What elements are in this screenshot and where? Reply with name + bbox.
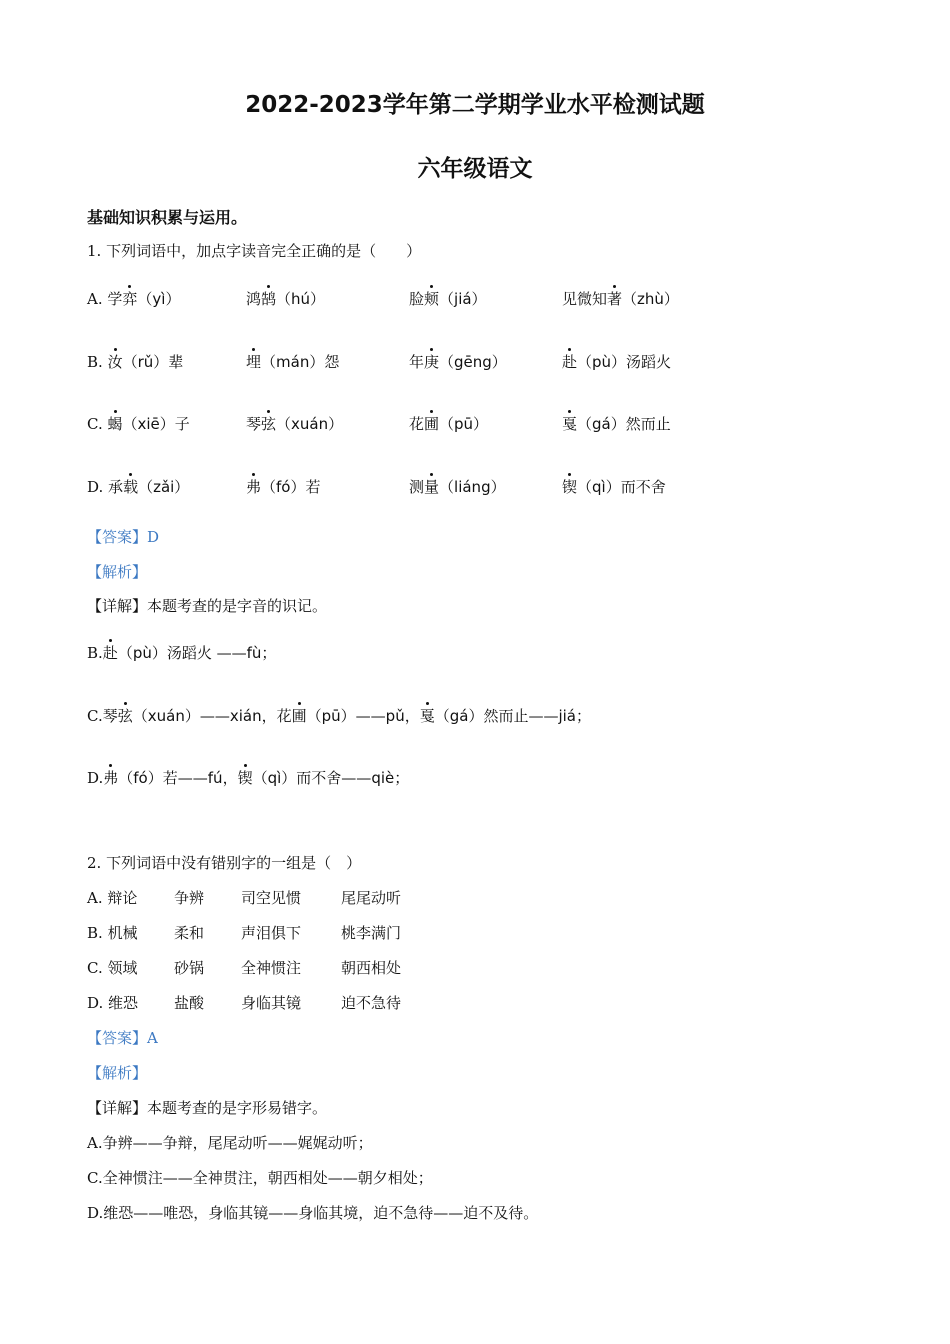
q1-option-d-item-4: 锲（qì）而不舍	[562, 478, 666, 496]
q1-option-c-item-4: 戛（gá）然而止	[562, 415, 671, 433]
q2-option-c-word-4: 朝西相处	[341, 959, 402, 977]
q1-option-d-item-1: D. 承载（zǎi）	[87, 478, 190, 496]
q1-option-c-item-3: 花圃（pū）	[409, 415, 489, 433]
q1-option-d-item-2: 弗（fó）若	[246, 478, 321, 496]
q2-option-d-word-4: 迫不急待	[341, 994, 402, 1012]
q2-detail: 【详解】本题考查的是字形易错字。	[87, 1099, 328, 1117]
q2-option-a-word-3: 司空见惯	[241, 889, 302, 907]
q1-option-b-item-1: B. 汝（rǔ）辈	[87, 353, 184, 371]
q2-explanation-a: A.争辨——争辩，尾尾动听——娓娓动听；	[87, 1134, 373, 1152]
q2-option-a-word-1: A. 辩论	[87, 889, 138, 907]
q1-explanation-b: B.赴（pù）汤蹈火 ——fù；	[87, 644, 277, 662]
q2-option-b-word-1: B. 机械	[87, 924, 138, 942]
document-subtitle: 六年级语文	[417, 156, 533, 182]
q2-option-d-word-2: 盐酸	[174, 994, 205, 1012]
q2-option-a-word-4: 尾尾动听	[341, 889, 402, 907]
q2-option-c-word-1: C. 领域	[87, 959, 138, 977]
q1-option-c-item-2: 琴弦（xuán）	[246, 415, 344, 433]
q2-option-c-word-2: 砂锅	[174, 959, 205, 977]
q2-explanation-d: D.维恐——唯恐，身临其镜——身临其境，迫不急待——迫不及待。	[87, 1204, 539, 1222]
q2-explanation-c: C.全神惯注——全神贯注，朝西相处——朝夕相处；	[87, 1169, 433, 1187]
q2-option-c-word-3: 全神惯注	[241, 959, 302, 977]
q1-detail: 【详解】本题考查的是字音的识记。	[87, 597, 328, 615]
question-1-stem: 1. 下列词语中，加点字读音完全正确的是（ ）	[87, 242, 422, 260]
q2-option-a-word-2: 争辨	[174, 889, 205, 907]
q1-option-c-item-1: C. 蝎（xiē）子	[87, 415, 190, 433]
q1-explanation-c: C.琴弦（xuán）——xián，花圃（pū）——pǔ，戛（gá）然而止——jiá；	[87, 707, 592, 725]
q2-option-d-word-3: 身临其镜	[241, 994, 302, 1012]
q1-option-a-item-4: 见微知著（zhù）	[562, 290, 679, 308]
q1-option-b-item-2: 埋（mán）怨	[246, 353, 340, 371]
q1-option-b-item-3: 年庚（gēng）	[409, 353, 507, 371]
q1-option-b-item-4: 赴（pù）汤蹈火	[562, 353, 672, 371]
question-2-stem: 2. 下列词语中没有错别字的一组是（ ）	[87, 854, 362, 872]
document-title: 2022-2023学年第二学期学业水平检测试题	[245, 92, 705, 118]
q2-answer: 【答案】A	[87, 1029, 158, 1047]
q1-explanation-d: D.弗（fó）若——fú，锲（qì）而不舍——qiè；	[87, 769, 410, 787]
q1-option-a-item-3: 脸颊（jiá）	[409, 290, 487, 308]
q1-analysis-label: 【解析】	[87, 563, 148, 581]
q1-answer: 【答案】D	[87, 528, 160, 546]
q2-analysis-label: 【解析】	[87, 1064, 148, 1082]
q1-option-d-item-3: 测量（liáng）	[409, 478, 506, 496]
q1-option-a-item-2: 鸿鹄（hú）	[246, 290, 326, 308]
q2-option-b-word-2: 柔和	[174, 924, 205, 942]
q2-option-b-word-4: 桃李满门	[341, 924, 402, 942]
q2-option-b-word-3: 声泪俱下	[241, 924, 302, 942]
q1-option-a-item-1: A. 学弈（yì）	[87, 290, 181, 308]
q2-option-d-word-1: D. 维恐	[87, 994, 139, 1012]
section-heading: 基础知识积累与运用。	[87, 208, 248, 227]
